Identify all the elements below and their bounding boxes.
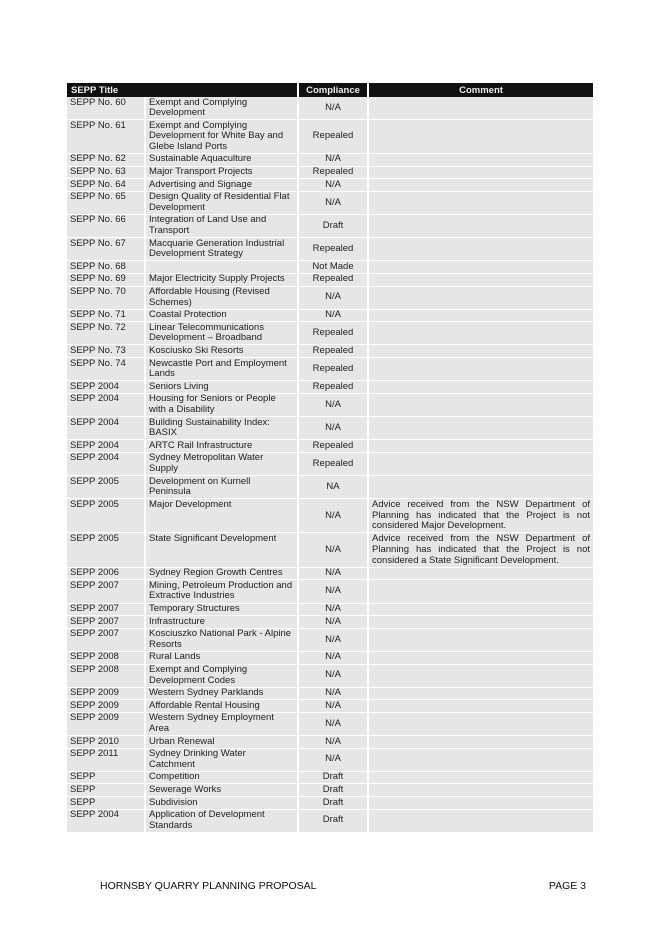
cell-sepp-code: SEPP No. 74 xyxy=(67,358,145,381)
cell-comment xyxy=(368,381,593,394)
cell-sepp-title: Integration of Land Use and Transport xyxy=(145,214,298,237)
cell-comment xyxy=(368,476,593,499)
cell-compliance: N/A xyxy=(298,286,368,309)
cell-compliance: N/A xyxy=(298,748,368,771)
cell-sepp-title: Mining, Petroleum Production and Extractive Industries xyxy=(145,580,298,603)
cell-compliance: Repealed xyxy=(298,322,368,345)
table-row xyxy=(67,664,593,687)
cell-compliance: N/A xyxy=(298,736,368,749)
cell-compliance: N/A xyxy=(298,97,368,120)
table-row xyxy=(67,712,593,735)
table-row xyxy=(67,393,593,416)
cell-compliance: Repealed xyxy=(298,381,368,394)
cell-sepp-title: Development on Kurnell Peninsula xyxy=(145,476,298,499)
table-row xyxy=(67,97,593,120)
cell-comment xyxy=(368,97,593,120)
cell-sepp-title: State Significant Development xyxy=(145,533,298,567)
cell-sepp-code: SEPP No. 66 xyxy=(67,214,145,237)
table-row xyxy=(67,651,593,664)
table-row xyxy=(67,440,593,453)
sepp-table-container xyxy=(67,83,593,833)
table-row xyxy=(67,784,593,797)
cell-compliance: Draft xyxy=(298,771,368,784)
cell-comment xyxy=(368,452,593,475)
cell-compliance: Repealed xyxy=(298,238,368,261)
cell-compliance: N/A xyxy=(298,700,368,713)
table-row xyxy=(67,345,593,358)
cell-comment xyxy=(368,616,593,629)
cell-sepp-code: SEPP No. 73 xyxy=(67,345,145,358)
cell-sepp-title xyxy=(145,261,298,274)
table-row xyxy=(67,700,593,713)
cell-compliance: N/A xyxy=(298,580,368,603)
cell-comment xyxy=(368,322,593,345)
cell-sepp-title: Rural Lands xyxy=(145,651,298,664)
cell-sepp-title: Kosciusko Ski Resorts xyxy=(145,345,298,358)
footer-document-title: HORNSBY QUARRY PLANNING PROPOSAL xyxy=(100,880,317,892)
table-row xyxy=(67,381,593,394)
cell-comment xyxy=(368,809,593,832)
cell-comment xyxy=(368,345,593,358)
footer-page-number: PAGE 3 xyxy=(548,880,586,892)
header-compliance: Compliance xyxy=(298,83,368,97)
cell-compliance: N/A xyxy=(298,153,368,166)
cell-sepp-title: Seniors Living xyxy=(145,381,298,394)
table-row xyxy=(67,238,593,261)
table-row xyxy=(67,616,593,629)
cell-compliance: N/A xyxy=(298,309,368,322)
cell-sepp-code: SEPP 2009 xyxy=(67,712,145,735)
table-row xyxy=(67,358,593,381)
cell-sepp-title: Western Sydney Employment Area xyxy=(145,712,298,735)
cell-sepp-title: Kosciuszko National Park - Alpine Resorts xyxy=(145,628,298,651)
table-row xyxy=(67,809,593,832)
header-sepp-title: SEPP Title xyxy=(67,83,298,97)
cell-compliance: N/A xyxy=(298,499,368,533)
table-row xyxy=(67,273,593,286)
table-row xyxy=(67,736,593,749)
cell-comment xyxy=(368,748,593,771)
cell-sepp-code: SEPP 2007 xyxy=(67,603,145,616)
cell-sepp-title: Coastal Protection xyxy=(145,309,298,322)
cell-compliance: Repealed xyxy=(298,120,368,154)
cell-sepp-title: Sydney Drinking Water Catchment xyxy=(145,748,298,771)
cell-sepp-title: Sustainable Aquaculture xyxy=(145,153,298,166)
table-row xyxy=(67,261,593,274)
cell-compliance: N/A xyxy=(298,179,368,192)
cell-compliance: Repealed xyxy=(298,166,368,179)
cell-comment xyxy=(368,603,593,616)
cell-sepp-code: SEPP 2004 xyxy=(67,809,145,832)
cell-comment xyxy=(368,393,593,416)
cell-compliance: Draft xyxy=(298,784,368,797)
cell-comment xyxy=(368,712,593,735)
cell-sepp-title: Major Development xyxy=(145,499,298,533)
cell-sepp-code: SEPP 2007 xyxy=(67,616,145,629)
cell-compliance: N/A xyxy=(298,616,368,629)
cell-sepp-code: SEPP No. 70 xyxy=(67,286,145,309)
cell-sepp-code: SEPP 2006 xyxy=(67,567,145,580)
cell-sepp-code: SEPP No. 69 xyxy=(67,273,145,286)
cell-compliance: N/A xyxy=(298,533,368,567)
cell-comment: Advice received from the NSW Department of Planning has indicated that the Project is not considered a State Significant Development. xyxy=(368,533,593,567)
cell-compliance: N/A xyxy=(298,651,368,664)
cell-comment xyxy=(368,238,593,261)
cell-comment xyxy=(368,700,593,713)
cell-sepp-title: Sewerage Works xyxy=(145,784,298,797)
table-row xyxy=(67,214,593,237)
cell-sepp-title: Affordable Housing (Revised Schemes) xyxy=(145,286,298,309)
table-body xyxy=(67,97,593,832)
cell-compliance: N/A xyxy=(298,417,368,440)
cell-comment xyxy=(368,286,593,309)
cell-compliance: NA xyxy=(298,476,368,499)
table-row xyxy=(67,687,593,700)
cell-comment xyxy=(368,687,593,700)
cell-compliance: N/A xyxy=(298,393,368,416)
cell-sepp-code: SEPP 2004 xyxy=(67,417,145,440)
cell-sepp-title: Sydney Metropolitan Water Supply xyxy=(145,452,298,475)
cell-compliance: N/A xyxy=(298,603,368,616)
cell-comment xyxy=(368,628,593,651)
table-row xyxy=(67,476,593,499)
cell-compliance: Draft xyxy=(298,214,368,237)
cell-sepp-title: Linear Telecommunications Development – Broadband xyxy=(145,322,298,345)
table-row xyxy=(67,417,593,440)
table-row xyxy=(67,628,593,651)
cell-compliance: N/A xyxy=(298,191,368,214)
cell-sepp-code: SEPP No. 61 xyxy=(67,120,145,154)
cell-compliance: Not Made xyxy=(298,261,368,274)
table-row xyxy=(67,603,593,616)
cell-sepp-title: Temporary Structures xyxy=(145,603,298,616)
cell-compliance: Repealed xyxy=(298,440,368,453)
cell-compliance: Repealed xyxy=(298,273,368,286)
cell-compliance: N/A xyxy=(298,687,368,700)
cell-comment xyxy=(368,358,593,381)
table-row xyxy=(67,567,593,580)
cell-comment xyxy=(368,440,593,453)
cell-sepp-title: Affordable Rental Housing xyxy=(145,700,298,713)
header-comment: Comment xyxy=(368,83,593,97)
cell-sepp-title: Macquarie Generation Industrial Development Strategy xyxy=(145,238,298,261)
cell-sepp-code: SEPP 2007 xyxy=(67,580,145,603)
cell-comment xyxy=(368,273,593,286)
cell-comment xyxy=(368,797,593,810)
cell-sepp-code: SEPP No. 67 xyxy=(67,238,145,261)
cell-sepp-code: SEPP No. 68 xyxy=(67,261,145,274)
cell-sepp-code: SEPP No. 71 xyxy=(67,309,145,322)
cell-sepp-code: SEPP 2010 xyxy=(67,736,145,749)
table-row xyxy=(67,748,593,771)
cell-sepp-code: SEPP 2008 xyxy=(67,651,145,664)
cell-sepp-code: SEPP No. 60 xyxy=(67,97,145,120)
cell-sepp-title: Design Quality of Residential Flat Development xyxy=(145,191,298,214)
cell-comment xyxy=(368,771,593,784)
cell-comment xyxy=(368,784,593,797)
cell-sepp-title: Subdivision xyxy=(145,797,298,810)
cell-sepp-code: SEPP No. 63 xyxy=(67,166,145,179)
cell-sepp-title: Newcastle Port and Employment Lands xyxy=(145,358,298,381)
cell-sepp-title: Major Transport Projects xyxy=(145,166,298,179)
cell-sepp-code: SEPP 2005 xyxy=(67,476,145,499)
cell-compliance: N/A xyxy=(298,567,368,580)
table-row xyxy=(67,179,593,192)
cell-comment xyxy=(368,580,593,603)
cell-sepp-title: Sydney Region Growth Centres xyxy=(145,567,298,580)
cell-sepp-title: Housing for Seniors or People with a Disability xyxy=(145,393,298,416)
cell-sepp-code: SEPP No. 65 xyxy=(67,191,145,214)
cell-sepp-code: SEPP xyxy=(67,784,145,797)
cell-sepp-title: Building Sustainability Index: BASIX xyxy=(145,417,298,440)
table-row xyxy=(67,309,593,322)
cell-compliance: N/A xyxy=(298,628,368,651)
cell-sepp-title: Exempt and Complying Development Codes xyxy=(145,664,298,687)
cell-compliance: N/A xyxy=(298,712,368,735)
cell-comment xyxy=(368,166,593,179)
cell-sepp-code: SEPP No. 64 xyxy=(67,179,145,192)
cell-comment: Advice received from the NSW Department of Planning has indicated that the Project is not considered Major Development. xyxy=(368,499,593,533)
cell-compliance: Repealed xyxy=(298,345,368,358)
cell-sepp-code: SEPP 2004 xyxy=(67,393,145,416)
cell-comment xyxy=(368,214,593,237)
table-row xyxy=(67,322,593,345)
cell-compliance: Draft xyxy=(298,809,368,832)
cell-sepp-code: SEPP 2005 xyxy=(67,533,145,567)
cell-sepp-code: SEPP xyxy=(67,771,145,784)
cell-comment xyxy=(368,191,593,214)
cell-sepp-title: Advertising and Signage xyxy=(145,179,298,192)
table-row xyxy=(67,797,593,810)
cell-sepp-code: SEPP 2008 xyxy=(67,664,145,687)
cell-sepp-title: Western Sydney Parklands xyxy=(145,687,298,700)
cell-comment xyxy=(368,651,593,664)
table-header-row xyxy=(67,83,593,97)
table-row xyxy=(67,120,593,154)
cell-sepp-code: SEPP No. 62 xyxy=(67,153,145,166)
cell-sepp-code: SEPP 2004 xyxy=(67,381,145,394)
cell-sepp-title: Urban Renewal xyxy=(145,736,298,749)
cell-sepp-code: SEPP 2011 xyxy=(67,748,145,771)
cell-sepp-title: Major Electricity Supply Projects xyxy=(145,273,298,286)
cell-sepp-code: SEPP No. 72 xyxy=(67,322,145,345)
table-row xyxy=(67,191,593,214)
cell-comment xyxy=(368,567,593,580)
cell-sepp-title: Exempt and Complying Development xyxy=(145,97,298,120)
table-row xyxy=(67,452,593,475)
cell-sepp-code: SEPP 2009 xyxy=(67,700,145,713)
cell-sepp-title: Competition xyxy=(145,771,298,784)
cell-comment xyxy=(368,736,593,749)
cell-sepp-code: SEPP 2005 xyxy=(67,499,145,533)
table-row xyxy=(67,580,593,603)
cell-comment xyxy=(368,153,593,166)
table-row xyxy=(67,286,593,309)
table-row xyxy=(67,499,593,533)
cell-comment xyxy=(368,120,593,154)
cell-sepp-code: SEPP 2004 xyxy=(67,452,145,475)
table-row xyxy=(67,533,593,567)
cell-sepp-title: Infrastructure xyxy=(145,616,298,629)
cell-sepp-title: ARTC Rail Infrastructure xyxy=(145,440,298,453)
cell-compliance: Repealed xyxy=(298,452,368,475)
sepp-compliance-table xyxy=(67,83,593,833)
table-row xyxy=(67,153,593,166)
cell-compliance: N/A xyxy=(298,664,368,687)
cell-compliance: Repealed xyxy=(298,358,368,381)
cell-sepp-code: SEPP 2004 xyxy=(67,440,145,453)
table-row xyxy=(67,771,593,784)
table-row xyxy=(67,166,593,179)
cell-compliance: Draft xyxy=(298,797,368,810)
cell-sepp-code: SEPP xyxy=(67,797,145,810)
cell-comment xyxy=(368,664,593,687)
cell-comment xyxy=(368,179,593,192)
cell-sepp-code: SEPP 2009 xyxy=(67,687,145,700)
cell-comment xyxy=(368,309,593,322)
cell-comment xyxy=(368,417,593,440)
cell-sepp-code: SEPP 2007 xyxy=(67,628,145,651)
cell-comment xyxy=(368,261,593,274)
cell-sepp-title: Application of Development Standards xyxy=(145,809,298,832)
cell-sepp-title: Exempt and Complying Development for White Bay and Glebe Island Ports xyxy=(145,120,298,154)
